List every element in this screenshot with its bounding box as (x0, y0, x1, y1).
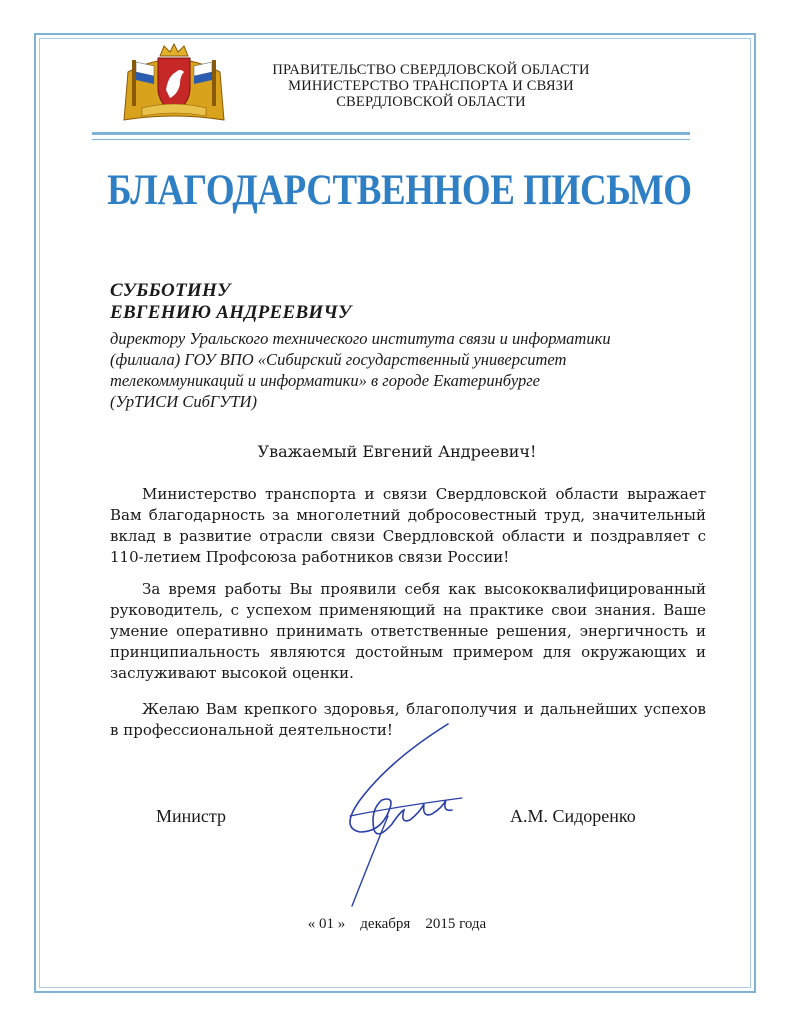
paragraph-praise (110, 579, 706, 684)
ministry-header (236, 62, 626, 110)
greeting: Уважаемый Евгений Андреевич! (257, 442, 537, 461)
recipient-name: ЕВГЕНИЮ АНДРЕЕВИЧУ (110, 302, 352, 323)
letter-date (60, 916, 734, 933)
header-rule-thick (92, 132, 690, 135)
position-line: телекоммуникаций и информатики» в городе Екатеринбурге (110, 371, 541, 390)
ministry-line: СВЕРДЛОВСКОЙ ОБЛАСТИ (336, 94, 526, 110)
paragraph-line: умение оперативно принимать ответственные решения, энергичность и (110, 622, 706, 640)
coat-of-arms-icon (118, 42, 230, 124)
position-line: директору Уральского технического института связи и информатики (110, 329, 611, 348)
paragraph-line: Министерство транспорта и связи Свердловской области выражает (142, 485, 706, 503)
date-day: « 01 » (307, 916, 346, 932)
paragraph-line: Желаю Вам крепкого здоровья, благополучия и дальнейших успехов (142, 700, 706, 718)
position-line: (УрТИСИ СибГУТИ) (110, 392, 257, 411)
paragraph-line: руководитель, с успехом применяющий на практике свои знания. Ваше (110, 601, 706, 619)
recipient-block (110, 280, 710, 412)
ministry-line: МИНИСТЕРСТВО ТРАНСПОРТА И СВЯЗИ (288, 78, 574, 94)
recipient-surname: СУББОТИНУ (110, 280, 231, 301)
letter-title: БЛАГОДАРСТВЕННОЕ ПИСЬМО (107, 167, 692, 214)
recipient-position (110, 328, 710, 412)
paragraph-gratitude (110, 484, 706, 568)
position-line: (филиала) ГОУ ВПО «Сибирский государственный университет (110, 350, 567, 369)
ministry-line: ПРАВИТЕЛЬСТВО СВЕРДЛОВСКОЙ ОБЛАСТИ (272, 62, 590, 78)
signatory-name: А.М. Сидоренко (510, 806, 636, 826)
paragraph-line: вклад в развитие отрасли связи Свердловской области и поздравляет с (110, 527, 706, 545)
paragraph-line: За время работы Вы проявили себя как высококвалифицированный (142, 580, 706, 598)
signature-icon (330, 720, 470, 910)
date-year: 2015 года (425, 916, 487, 932)
paragraph-line: 110-летием Профсоюза работников связи России! (110, 548, 510, 566)
paragraph-line: заслуживают высокой оценки. (110, 664, 354, 682)
date-month: декабря (360, 916, 411, 932)
header-rule-thin (92, 139, 690, 140)
paragraph-line: Вам благодарность за многолетний добросовестный труд, значительный (110, 506, 706, 524)
paragraph-line: принципиальность являются достойным примером для окружающих и (110, 643, 706, 661)
paragraph-line: в профессиональной деятельности! (110, 721, 393, 739)
signatory-title: Министр (156, 806, 226, 826)
